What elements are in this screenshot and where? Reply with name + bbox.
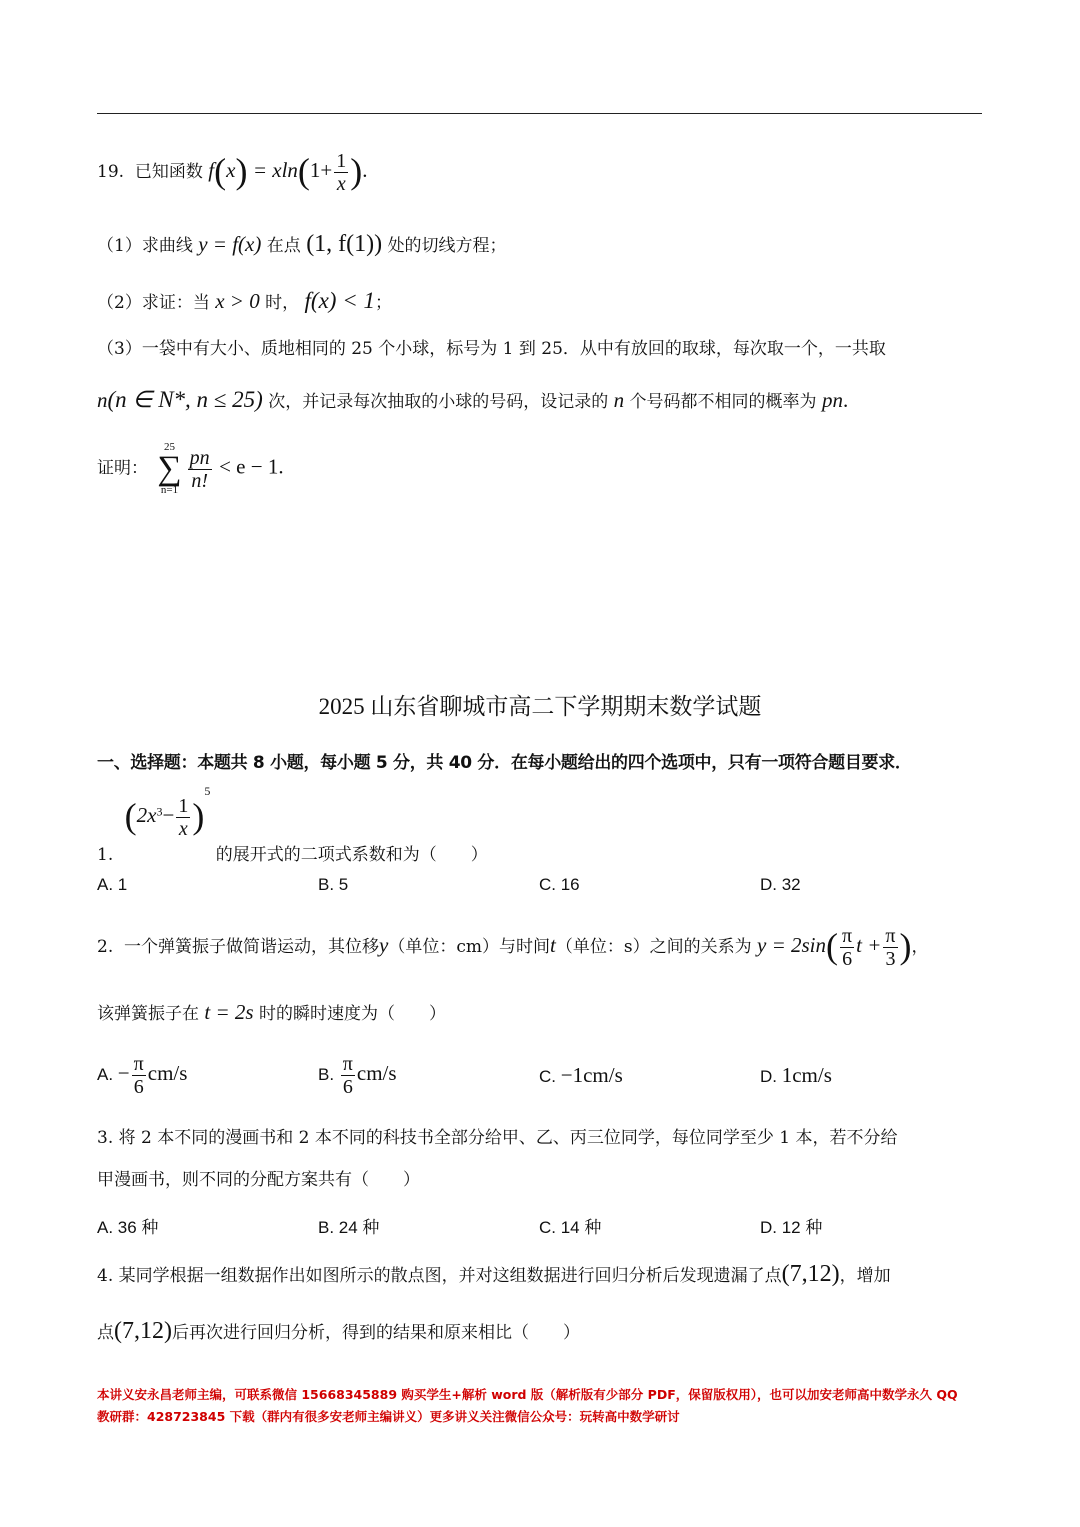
q3-option-c: C. 14 种	[539, 1218, 602, 1237]
footer-line-2: 教研群：428723845 下载（群内有很多安老师主编讲义）更多讲义关注微信公众号：玩转高中数学研讨	[97, 1408, 680, 1424]
q1-option-a: A. 1	[97, 875, 128, 894]
q19-part3-line1: （3）一袋中有大小、质地相同的 25 个小球，标号为 1 到 25．从中有放回的取球，每次取一个，一共取	[97, 339, 886, 359]
q19-part2: （2）求证：当 x > 0 时， f(x) < 1；	[97, 288, 392, 313]
q2-option-a: A. − $\frac{\pi}{6}$ cm/s	[97, 1053, 188, 1098]
q1-option-d: D. 32	[760, 875, 801, 894]
q3-option-d: D. 12 种	[760, 1218, 823, 1237]
q19-proof: 证明： 25 ∑ n=1 $\frac{pn}{n!}$ < e − 1.	[97, 441, 284, 497]
section-heading: 一、选择题：本题共 8 小题，每小题 5 分，共 40 分．在每小题给出的四个选项中，只有一项符合题目要求．	[97, 753, 912, 773]
footer-line-1: 本讲义安永昌老师主编，可联系微信 15668345889 购买学生+解析 word 版（解析版有少部分 PDF，保留版权用），也可以加安老师高中数学永久 QQ	[97, 1387, 958, 1402]
q19-part1: （1）求曲线 y = f(x) 在点 (1, f(1)) 处的切线方程；	[97, 231, 507, 257]
exam-title: 2025 山东省聊城市高二下学期期末数学试题	[318, 694, 762, 719]
q3-line2: 甲漫画书，则不同的分配方案共有（ ）	[97, 1170, 420, 1190]
q4-line2: 点(7,12)后再次进行回归分析，得到的结果和原来相比（ ）	[97, 1318, 580, 1344]
q19-stem: 19. 已知函数 f(x) = xln(1+ $\frac{1}{x}$ ).	[97, 150, 368, 195]
q2-line2: 该弹簧振子在 t = 2s 时的瞬时速度为（ ）	[97, 1000, 446, 1024]
sum-fraction: $\frac{pn}{n!}$	[189, 446, 210, 492]
q3-line1: 3. 将 2 本不同的漫画书和 2 本不同的科技书全部分给甲、乙、丙三位同学，每位同学至少 1 本，若不分给	[97, 1128, 898, 1148]
q3-option-a: A. 36 种	[97, 1218, 159, 1237]
q19-fraction: $\frac{1}{x}$	[336, 150, 347, 195]
summation-symbol: 25 ∑ n=1	[157, 441, 182, 497]
q1-stem: 1. ($2x^3-$ $\frac{1}{x}$ )$^5$ 的展开式的二项式系数和为（ ）	[97, 784, 488, 865]
q1-option-c: C. 16	[539, 875, 580, 894]
q3-option-b: B. 24 种	[318, 1218, 380, 1237]
q1-option-b: B. 5	[318, 875, 349, 894]
q2-stem: 2. 一个弹簧振子做简谐运动，其位移y（单位：cm）与时间t（单位：s）之间的关系为 y = 2sin( $\frac{\pi}{6}$ t + $\frac{\pi}{3}$ )，	[97, 925, 929, 970]
q2-option-b: B. $\frac{\pi}{6}$ cm/s	[318, 1053, 397, 1098]
header-rule	[97, 113, 982, 114]
q2-option-c: C. −1cm/s	[539, 1063, 623, 1087]
q2-option-d: D. 1cm/s	[760, 1063, 832, 1087]
q19-part3-line2: n(n ∈ N*, n ≤ 25) 次，并记录每次抽取的小球的号码，设记录的 n 个号码都不相同的概率为 pn.	[97, 387, 849, 412]
q4-line1: 4. 某同学根据一组数据作出如图所示的散点图，并对这组数据进行回归分析后发现遗漏了点(7,12)，增加	[97, 1261, 891, 1287]
footer-notice	[97, 1384, 987, 1428]
